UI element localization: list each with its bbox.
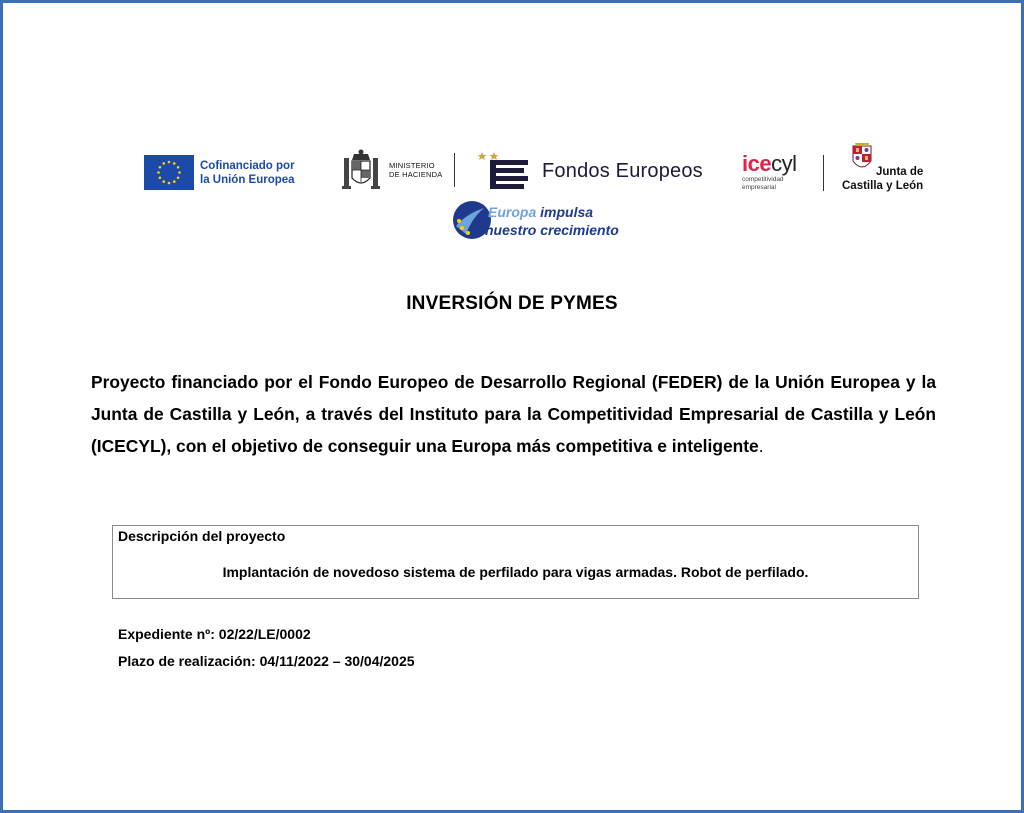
plazo-line — [118, 653, 415, 669]
fondos-europeos-logo — [476, 150, 703, 192]
fondos-europeos-mark-icon — [476, 150, 534, 192]
expediente-value: 02/22/LE/0002 — [218, 626, 311, 642]
expediente-label: Expediente nº: — [118, 626, 215, 642]
icecyl-subtitle: competitividad empresarial — [742, 176, 784, 191]
castilla-leon-crest-icon — [850, 143, 874, 173]
eu-star — [157, 171, 160, 174]
project-description-value: Implantación de novedoso sistema de perfilado para vigas armadas. Robot de perfilado. — [222, 564, 809, 580]
logo-divider — [823, 155, 824, 191]
europa-impulsa-logo — [452, 198, 628, 244]
expediente-line — [118, 626, 311, 642]
eu-star — [162, 162, 165, 165]
eu-star — [173, 162, 176, 165]
eu-star — [177, 166, 180, 169]
eu-star — [173, 180, 176, 183]
junta-castilla-leon-logo: Junta de Castilla y León — [842, 143, 934, 195]
icecyl-logo — [742, 153, 796, 192]
eu-star — [168, 182, 171, 185]
spain-coat-of-arms-icon — [340, 148, 382, 192]
plazo-label: Plazo de realización: — [118, 653, 256, 669]
page-title: INVERSIÓN DE PYMES — [406, 293, 618, 314]
eu-cofinancing-logo — [144, 155, 295, 190]
europa-impulsa-line2: nuestro crecimiento — [485, 222, 619, 238]
eu-star — [162, 180, 165, 183]
eu-star — [159, 166, 162, 169]
plazo-value: 04/11/2022 – 30/04/2025 — [259, 653, 415, 669]
eu-flag-icon — [144, 155, 194, 190]
funding-statement: Proyecto financiado por el Fondo Europeo de Desarrollo Regional (FEDER) de la Unión Europea y la Junta de Castilla y León, a través del Instituto para la Competitividad Empresarial de Castilla y León (ICECYL), con el objetivo de conseguir una Europa más competitiva e inteligente. — [91, 372, 936, 456]
eu-star — [177, 176, 180, 179]
icecyl-wordmark: icecyl — [742, 151, 797, 176]
logo-divider — [454, 153, 455, 187]
eu-cofinancing-text: Cofinanciado por la Unión Europea — [200, 159, 295, 186]
fondos-europeos-text: Fondos Europeos — [542, 159, 703, 182]
eu-star — [168, 161, 171, 164]
ministerio-hacienda-logo — [340, 148, 455, 192]
project-description-box — [112, 525, 919, 599]
europa-impulsa-line1: Europa impulsa — [488, 204, 594, 220]
eu-star — [178, 171, 181, 174]
eu-star — [159, 176, 162, 179]
ministerio-text: MINISTERIO DE HACIENDA — [389, 161, 443, 179]
project-description-label: Descripción del proyecto — [118, 528, 286, 544]
